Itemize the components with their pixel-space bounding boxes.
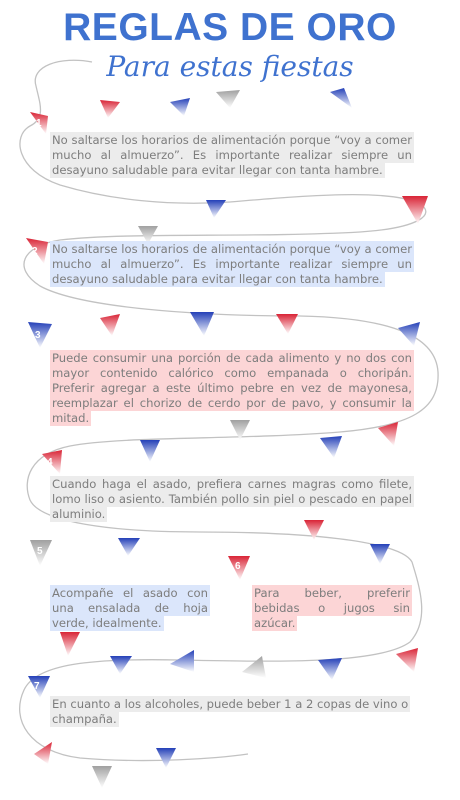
tip-4 <box>50 477 414 522</box>
flag-blue <box>398 322 420 346</box>
number-label: 6 <box>235 561 241 572</box>
tip-4-text: Cuando haga el asado, prefiera carnes magras como filete, lomo liso o asiento. También pollo sin piel o pescado en papel aluminio. <box>52 477 412 521</box>
tip-6 <box>252 586 412 631</box>
flag-red <box>396 648 418 672</box>
page-subtitle: Para estas fiestas <box>106 50 354 83</box>
tip-5 <box>50 586 210 631</box>
flag-blue <box>318 658 342 680</box>
tip-3 <box>50 351 414 426</box>
flag-blue <box>156 748 176 768</box>
flag-gray <box>92 766 112 788</box>
number-flag-6 <box>228 556 250 580</box>
flag-gray <box>242 656 266 678</box>
number-flag-5 <box>30 540 52 566</box>
tip-1-text: No saltarse los horarios de alimentación porque “voy a comer mucho al almuerzo”. Es importante realizar siempre un desayuno saludable para evitar llegar con tanta hambre. <box>52 133 412 177</box>
flag-blue <box>110 656 132 674</box>
number-label: 3 <box>35 330 41 341</box>
number-flag-4 <box>42 450 62 474</box>
tip-3-text: Puede consumir una porción de cada alimento y no dos con mayor contenido calórico como empanada o choripán. Preferir agregar a este último pebre en vez de mayonesa, reemplazar el chorizo de cerdo por de pavo, y consumir la mitad. <box>52 351 412 425</box>
flag-blue <box>140 440 160 462</box>
flag-red <box>60 632 80 656</box>
tip-1 <box>50 133 414 178</box>
flag-red <box>100 314 120 336</box>
tip-2-text: No saltarse los horarios de alimentación porque “voy a comer mucho al almuerzo”. Es importante realizar siempre un desayuno saludable para evitar llegar con tanta hambre. <box>52 242 412 286</box>
flag-blue <box>170 650 194 672</box>
flag-red <box>276 314 298 334</box>
flag-red <box>402 196 428 224</box>
tip-7 <box>50 697 414 727</box>
number-flag-3 <box>28 322 52 348</box>
flag-blue <box>370 544 390 564</box>
flag-blue <box>190 312 214 336</box>
number-flag-2 <box>26 238 48 264</box>
number-flag-7 <box>28 676 50 698</box>
tip-6-text: Para beber, preferir bebidas o jugos sin azúcar. <box>254 586 410 630</box>
tip-2 <box>50 242 414 287</box>
tip-5-text: Acompañe el asado con una ensalada de hoja verde, idealmente. <box>52 586 208 630</box>
flag-blue <box>170 98 190 116</box>
flag-blue <box>330 88 352 108</box>
number-label: 5 <box>37 546 43 557</box>
flag-blue <box>206 200 226 218</box>
number-label: 7 <box>34 681 40 692</box>
page-title: REGLAS DE ORO <box>63 6 397 49</box>
tip-7-text: En cuanto a los alcoholes, puede beber 1 a 2 copas de vino o champaña. <box>52 697 409 726</box>
flag-blue <box>320 436 342 458</box>
number-label: 4 <box>47 457 53 468</box>
flag-gray <box>216 90 240 108</box>
number-flag-1 <box>30 112 48 134</box>
flag-red <box>34 742 52 764</box>
number-label: 1 <box>36 118 42 129</box>
flag-red <box>100 100 120 118</box>
number-label: 2 <box>32 246 38 257</box>
flag-blue <box>118 538 140 556</box>
